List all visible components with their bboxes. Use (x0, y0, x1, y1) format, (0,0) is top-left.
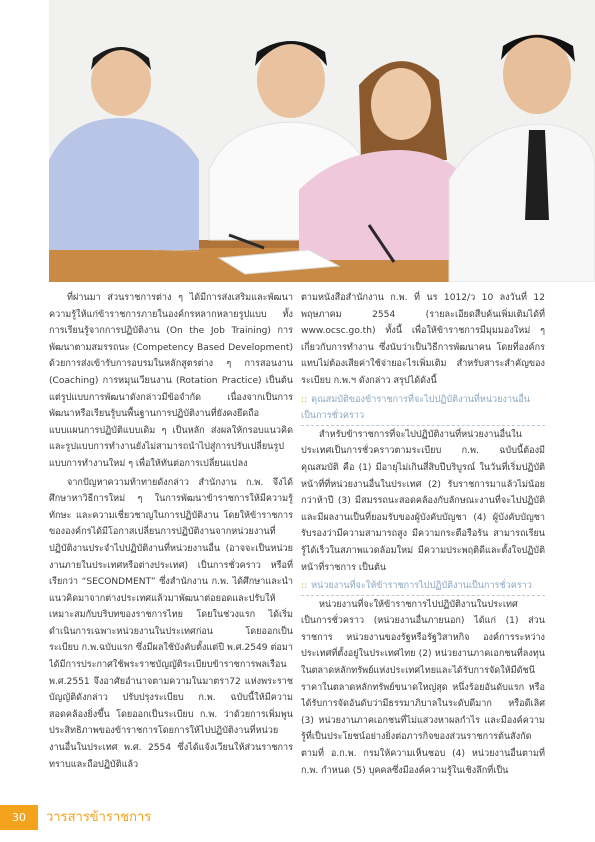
paragraph-agencies: หน่วยงานที่จะให้ข้าราชการไปปฏิบัติงานในประเทศเป็นการชั่วคราว (หน่วยงานอื่นภายนอก) ได้แก่ (1) ส่วนราชการ หน่วยงานของรัฐหรือรัฐวิสาหกิจ องค์การระหว่างประเทศที่ตั้งอยู่ในประเทศไทย (2) หน่วยงานภาคเอกชนที่ลงทุนในตลาดหลักทรัพย์แห่งประเทศไทยและได้รับการจัดให้มีดัชนีราคาในตลาดหลักทรัพย์ขนาดใหญ่สุด หนึ่งร้อยอันดับแรก หรือได้รับการจัดอันดับว่ามีธรรมาภิบาลในระดับดีมาก หรือดีเลิศ (3) หน่วยงานภาคเอกชนที่ไม่แสวงหาผลกำไร และมีองค์ความรู้ที่เป็นประโยชน์อย่างยิ่งต่อภารกิจของส่วนราชการต้นสังกัด ตามที่ อ.ก.พ. กรมให้ความเห็นชอบ (4) หน่วยงานอื่นตามที่ ก.พ. กำหนด (5) บุคคลซึ่งมีองค์ความรู้ในเชิงลึกที่เป็น (301, 599, 545, 776)
paragraph-intro: ที่ผ่านมา ส่วนราชการต่าง ๆ ได้มีการส่งเสริมและพัฒนาความรู้ให้แก่ข้าราชการภายในองค์กรหลากหลายรูปแบบ ทั้งการเรียนรู้จากการปฏิบัติงาน (On the Job Training) การพัฒนาตามสมรรถนะ (Competency Based Development) ด้วยการส่งเข้ารับการอบรมในหลักสูตรต่าง ๆ การสอนงาน (Coaching) การหมุนเวียนงาน (Rotation Practice) เป็นต้น แต่รูปแบบการพัฒนาดังกล่าวมีข้อจำกัด เนื่องจากเป็นการพัฒนาหรือเรียนรู้บนพื้นฐานการปฏิบัติงานที่ยังคงยึดถือแบบแผนการปฏิบัติแบบเดิม ๆ เป็นหลัก ส่งผลให้กรอบแนวคิดและรูปแบบการทำงานยังไม่สามารถนำไปสู่การปรับเปลี่ยนรูปแบบการทำงานใหม่ ๆ เพื่อให้ทันต่อการเปลี่ยนแปลง (49, 293, 293, 469)
section-heading-qualifications-text: คุณสมบัติของข้าราชการที่จะไปปฏิบัติงานที่หน่วยงานอื่นเป็นการชั่วคราว (301, 394, 530, 422)
publication-title: วารสารข้าราชการ (46, 810, 152, 825)
paragraph-qualifications: สำหรับข้าราชการที่จะไปปฏิบัติงานที่หน่วยงานอื่นในประเทศเป็นการชั่วคราวตามระเบียบ ก.พ. ฉบับนี้ต้องมีคุณสมบัติ คือ (1) มีอายุไม่เกินสี่สิบปีบริบูรณ์ ในวันที่เริ่มปฏิบัติหน้าที่ที่หน่วยงานอื่นในประเทศ (2) รับราชการมาแล้วไม่น้อยกว่าห้าปี (3) มีสมรรถนะสอดคล้องกับลักษณะงานที่จะไปปฏิบัติ และมีผลงานเป็นที่ยอมรับของผู้บังคับบัญชา (4) ผู้บังคับบัญชารับรองว่ามีความสามารถสูง มีความกระตือรือร้น สามารถเรียนรู้ได้เร็วในสภาพแวดล้อมใหม่ มีความประพฤติดีและตั้งใจปฏิบัติหน้าที่ราชการ เป็นต้น (301, 429, 545, 573)
right-text-column (301, 290, 545, 802)
office-team-illustration (49, 0, 595, 282)
heading-bullet-icon: :: (301, 581, 308, 592)
page-number: 30 (0, 805, 38, 830)
section-heading-agencies (301, 578, 545, 596)
page-footer (0, 805, 595, 830)
paragraph-reference: ตามหนังสือสำนักงาน ก.พ. ที่ นร 1012/ว 10 ลงวันที่ 12 พฤษภาคม 2554 (รายละเอียดสืบค้นเพิ่มเติมได้ที่ www.ocsc.go.th) ทั้งนี้ เพื่อให้ข้าราชการมีมุมมองใหม่ ๆ เกี่ยวกับการทำงาน ซึ่งนับว่าเป็นวิธีการพัฒนาคน โดยที่องค์กรแทบไม่ต้องเสียค่าใช้จ่ายอะไรเพิ่มเติม สำหรับสาระสำคัญของระเบียบ ก.พ.ฯ ดังกล่าว สรุปได้ดังนี้ (301, 293, 545, 386)
left-text-column (49, 290, 293, 802)
section-heading-qualifications (301, 392, 545, 426)
paragraph-secondment: จากปัญหาความท้าทายดังกล่าว สำนักงาน ก.พ. จึงได้ศึกษาหาวิธีการใหม่ ๆ ในการพัฒนาข้าราชการให้มีความรู้ ทักษะ และความเชี่ยวชาญในการปฏิบัติงาน โดยให้ข้าราชการขององค์กรได้มีโอกาสเปลี่ยนการปฏิบัติงานจากหน่วยงานที่ปฏิบัติงานประจำไปปฏิบัติงานที่หน่วยงานอื่น (อาจจะเป็นหน่วยงานภายในประเทศหรือต่างประเทศ) เป็นการชั่วคราว หรือที่เรียกว่า “SECONDMENT” ซึ่งสำนักงาน ก.พ. ได้ศึกษาและนำแนวคิดมาจากต่างประเทศแล้วมาพัฒนาต่อยอดและปรับให้เหมาะสมกับบริบทของราชการไทย โดยในช่วงแรก ได้เริ่มดำเนินการเฉพาะหน่วยงานในประเทศก่อน โดยออกเป็นระเบียบ ก.พ.ฉบับแรก ซึ่งมีผลใช้บังคับตั้งแต่ปี พ.ศ.2549 ต่อมาได้มีการประกาศใช้พระราชบัญญัติระเบียบข้าราชการพลเรือน พ.ศ.2551 จึงอาศัยอำนาจตามความในมาตรา72 แห่งพระราชบัญญัติดังกล่าว ปรับปรุงระเบียบ ก.พ. ฉบับนี้ให้มีความสอดคล้องยิ่งขึ้น โดยออกเป็นระเบียบ ก.พ. ว่าด้วยการเพิ่มพูนประสิทธิภาพของข้าราชการโดยการให้ไปปฏิบัติงานที่หน่วยงานอื่นในประเทศ พ.ศ. 2554 ซึ่งได้แจ้งเวียนให้ส่วนราชการทราบและถือปฏิบัติแล้ว (49, 477, 293, 770)
hero-photo (49, 0, 595, 282)
heading-bullet-icon: :: (301, 394, 308, 405)
section-heading-agencies-text: หน่วยงานที่จะให้ข้าราชการไปปฏิบัติงานเป็นการชั่วคราว (311, 581, 532, 592)
